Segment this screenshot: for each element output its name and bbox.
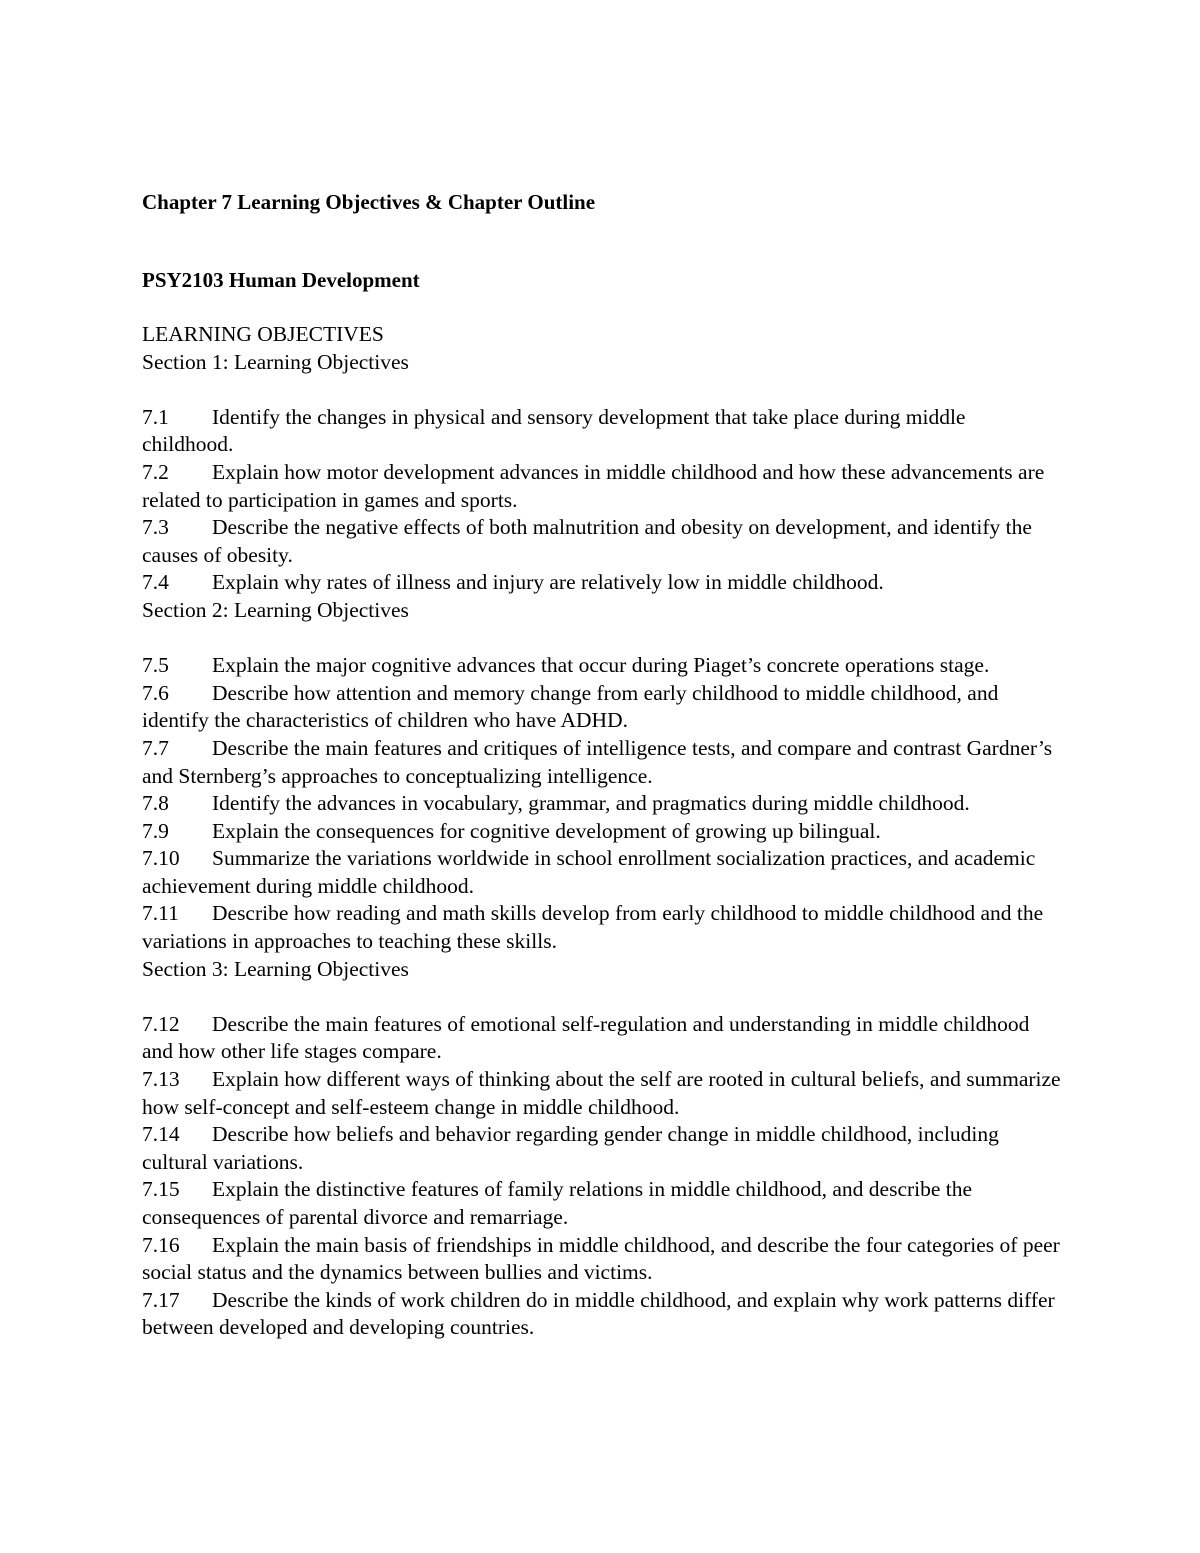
section-3: [142, 956, 1062, 1342]
objective-item: [142, 818, 1062, 846]
objective-text: Explain the distinctive features of family relations in middle childhood, and describe the consequences of parental divorce and remarriage.: [142, 1177, 973, 1229]
section-1: [142, 349, 1062, 597]
objective-item: [142, 404, 1062, 459]
objective-number: 7.6: [142, 680, 169, 705]
objective-item: [142, 1287, 1062, 1342]
objective-item: [142, 900, 1062, 955]
objective-text: Explain the consequences for cognitive development of growing up bilingual.: [212, 818, 881, 843]
objective-text: Explain why rates of illness and injury are relatively low in middle childhood.: [212, 570, 884, 595]
objective-text: Describe the kinds of work children do in middle childhood, and explain why work patterns differ between developed and developing countries.: [142, 1287, 1055, 1340]
objective-text: Explain the major cognitive advances that occur during Piaget’s concrete operations stage.: [212, 653, 990, 678]
objective-number: 7.9: [142, 818, 169, 843]
objective-text: Describe the main features and critiques of intelligence tests, and compare and contrast Gardner’s and Sternberg’s approaches to conceptualizing intelligence.: [142, 735, 1053, 788]
objective-number: 7.7: [142, 735, 169, 760]
objective-number: 7.8: [142, 791, 169, 816]
objective-item: [142, 1232, 1062, 1287]
objective-list: [142, 1011, 1062, 1342]
objective-number: 7.1: [142, 404, 169, 429]
objective-list: [142, 404, 1062, 597]
objective-number: 7.17: [142, 1287, 180, 1312]
objective-list: [142, 652, 1062, 956]
objective-number: 7.13: [142, 1067, 180, 1092]
learning-objectives-heading: LEARNING OBJECTIVES: [142, 322, 384, 346]
course-title: PSY2103 Human Development: [142, 268, 420, 292]
objective-text: Describe how reading and math skills develop from early childhood to middle childhood and the variations in approaches to teaching these skills.: [142, 901, 1044, 954]
objective-item: [142, 1011, 1062, 1066]
objective-item: [142, 1176, 1062, 1231]
objective-number: 7.11: [142, 901, 179, 926]
objective-number: 7.5: [142, 653, 169, 678]
objective-item: [142, 569, 1062, 597]
section-label: Section 1: Learning Objectives: [142, 349, 409, 374]
document-body: [142, 188, 1062, 1342]
objective-number: 7.16: [142, 1232, 180, 1257]
objective-text: Describe how beliefs and behavior regarding gender change in middle childhood, including cultural variations.: [142, 1122, 999, 1174]
objective-number: 7.15: [142, 1177, 180, 1202]
objective-text: Explain the main basis of friendships in middle childhood, and describe the four categories of peer social status and the dynamics between bullies and victims.: [142, 1232, 1060, 1285]
document-title: Chapter 7 Learning Objectives & Chapter Outline: [142, 190, 596, 214]
objective-number: 7.10: [142, 846, 180, 871]
objective-text: Explain how motor development advances in middle childhood and how these advancements are related to participation in games and sports.: [142, 459, 1045, 512]
objective-text: Identify the changes in physical and sensory development that take place during middle childhood.: [142, 404, 966, 457]
objective-text: Identify the advances in vocabulary, grammar, and pragmatics during middle childhood.: [212, 791, 970, 816]
objective-item: [142, 514, 1062, 569]
objective-number: 7.3: [142, 515, 169, 540]
objective-item: [142, 845, 1062, 900]
objective-text: Describe how attention and memory change from early childhood to middle childhood, and identify the characteristics of children who have ADHD.: [142, 680, 999, 733]
objective-item: [142, 1066, 1062, 1121]
objective-item: [142, 1121, 1062, 1176]
objective-number: 7.14: [142, 1122, 180, 1147]
objective-text: Summarize the variations worldwide in school enrollment socialization practices, and academic achievement during middle childhood.: [142, 846, 1036, 898]
objective-item: [142, 790, 1062, 818]
objective-number: 7.12: [142, 1011, 180, 1036]
section-2: [142, 597, 1062, 956]
objective-item: [142, 652, 1062, 680]
objective-number: 7.4: [142, 570, 169, 595]
objective-number: 7.2: [142, 459, 169, 484]
objective-item: [142, 735, 1062, 790]
objective-item: [142, 459, 1062, 514]
objective-text: Describe the negative effects of both malnutrition and obesity on development, and identify the causes of obesity.: [142, 515, 1032, 567]
objective-text: Explain how different ways of thinking about the self are rooted in cultural beliefs, and summarize how self-concept and self-esteem change in middle childhood.: [142, 1067, 1061, 1119]
objective-text: Describe the main features of emotional self-regulation and understanding in middle childhood and how other life stages compare.: [142, 1011, 1030, 1064]
objective-item: [142, 680, 1062, 735]
section-label: Section 2: Learning Objectives: [142, 597, 409, 622]
section-label: Section 3: Learning Objectives: [142, 956, 409, 981]
